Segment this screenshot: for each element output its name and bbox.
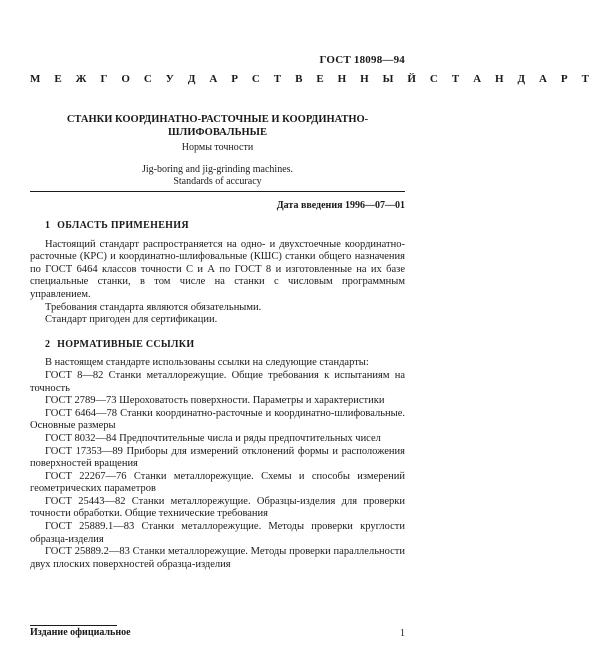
reference-item: ГОСТ 17353—89 Приборы для измерений отклонений формы и расположения поверхностей вращения [30,445,405,470]
title-line-2: ШЛИФОВАЛЬНЫЕ [167,127,267,138]
section-2-title: НОРМАТИВНЫЕ ССЫЛКИ [57,338,195,350]
document-subtitle: Нормы точности [181,142,254,153]
footer-divider [30,625,117,626]
reference-item: ГОСТ 25443—82 Станки металлорежущие. Образцы-изделия для проверки точности обработки. Общие технические требования [30,495,405,520]
reference-item: ГОСТ 22267—76 Станки металлорежущие. Схемы и способы измерений геометрических параметров [30,470,405,495]
section-2-intro: В настоящем стандарте использованы ссылки на следующие стандарты: [45,357,369,369]
section-1-paragraph: Стандарт пригоден для сертификации. [45,314,218,326]
divider-top [30,191,405,192]
introduction-date: Дата введения 1996—07—01 [276,200,405,211]
section-1-title: ОБЛАСТЬ ПРИМЕНЕНИЯ [57,220,189,231]
reference-item: ГОСТ 25889.1—83 Станки металлорежущие. Методы проверки круглости образца-изделия [30,521,405,545]
section-1-number: 1 [45,220,51,231]
reference-item: ГОСТ 8032—84 Предпочтительные числа и ряды предпочтительных чисел [45,432,381,444]
reference-item: ГОСТ 6464—78 Станки координатно-расточные и координатно-шлифовальные. Основные размеры [30,407,405,432]
section-1-paragraph: Требования стандарта являются обязательными. [45,301,262,313]
section-1-paragraph: Настоящий стандарт распространяется на одно- и двухстоечные координатно-расточные (КРС) и координатно-шлифовальные (КШС) станки общего назначения по ГОСТ 6464 классов точности С и А по ГОСТ 8 и изготовленные на их базе специальные станки, в том числе на станки с числовым программным управлением. [30,238,405,300]
standard-type-heading: М Е Ж Г О С У Д А Р С Т В Е Н Н Ы Й С Т А Н Д А Р Т [30,73,595,85]
reference-item: ГОСТ 8—82 Станки металлорежущие. Общие требования к испытаниям на точность [30,369,405,394]
page-number: 1 [400,628,405,639]
section-2-number: 2 [45,338,51,350]
english-title-line-2: Standards of accuracy [173,176,262,187]
gost-code: ГОСТ 18098—94 [319,54,405,66]
document-body [30,220,405,571]
english-title [30,164,405,188]
title-line-1: СТАНКИ КООРДИНАТНО-РАСТОЧНЫЕ И КООРДИНАТНО- [66,114,369,125]
section-2-heading [45,339,405,352]
reference-item: ГОСТ 25889.2—83 Станки металлорежущие. Методы проверки параллельности двух плоских поверхностей образца-изделия [30,546,405,570]
official-edition-label: Издание официальное [30,627,131,638]
english-title-line-1: Jig-boring and jig-grinding machines. [141,164,294,175]
reference-item: ГОСТ 2789—73 Шероховатость поверхности. Параметры и характеристики [45,395,385,407]
section-1-heading [45,220,405,233]
document-title [30,113,405,139]
